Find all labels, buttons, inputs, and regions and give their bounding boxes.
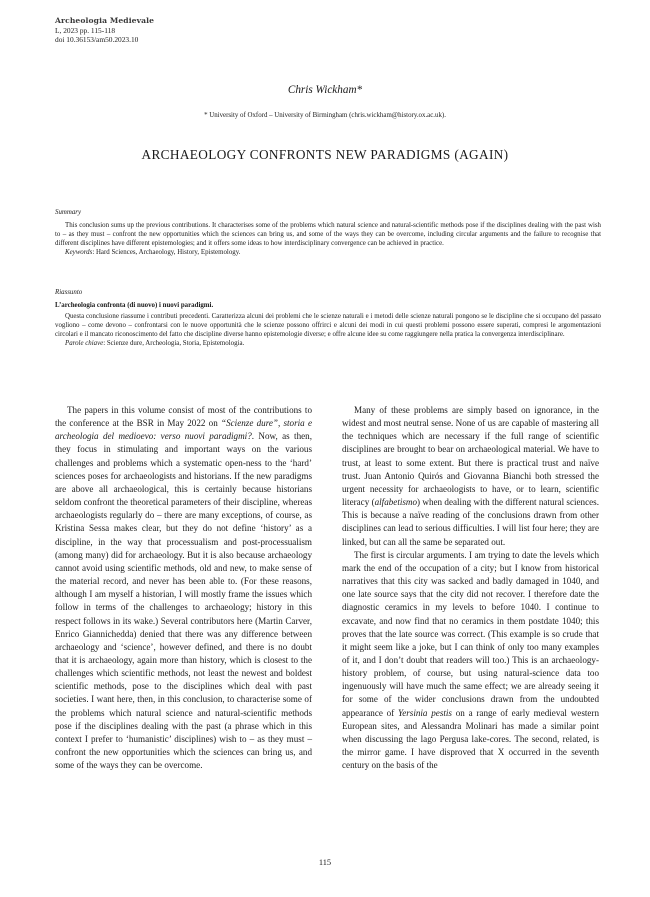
author-name: Chris Wickham* bbox=[287, 84, 363, 96]
page-number: 115 bbox=[318, 858, 332, 867]
riassunto-subtitle: L’archeologia confronta (di nuovo) i nuovi paradigmi. bbox=[55, 301, 214, 309]
italic-term: alfabetismo bbox=[374, 497, 418, 508]
body-paragraph bbox=[342, 404, 599, 549]
summary-keywords bbox=[55, 249, 601, 258]
journal-header bbox=[55, 16, 154, 45]
riassunto-keywords bbox=[55, 340, 601, 349]
summary-label: Summary bbox=[55, 209, 82, 216]
body-paragraph bbox=[55, 404, 312, 772]
body-column-left bbox=[55, 404, 312, 772]
body-paragraph bbox=[342, 549, 599, 773]
journal-name: Archeologia Medievale bbox=[55, 16, 155, 25]
text-run: ) when dealing with the different natural sciences. This is because a naïve reading of the conclusions drawn from other disciplines can lead to serious difficulties. I will list four here; they are linked, but can all the same be separated out. bbox=[342, 497, 599, 547]
summary-keywords-label: Keywords bbox=[65, 248, 93, 256]
riassunto-label: Riassunto bbox=[55, 289, 83, 296]
summary-text: This conclusion sums up the previous contributions. It characterises some of the problems which natural science and natural-scientific methods pose if the disciplines dealing with the past wish to – as they must – confront the new opportunities which the sciences can bring us, and some of the ways they can be overcome, including circular arguments and the failure to recognise that different disciplines have different epistemologies; and it offers some ideas to how interdisciplinary convergence can be achieved in practice. bbox=[55, 221, 601, 247]
conference-title: “Scienze dure”, storia e archeologia del medioevo: verso nuovi paradigmi? bbox=[55, 418, 312, 442]
journal-doi: doi 10.36153/am50.2023.10 bbox=[55, 35, 139, 44]
summary-section bbox=[55, 209, 601, 258]
body-column-right bbox=[342, 404, 599, 772]
text-run: The papers in this volume consist of most of the contributions to the conference at the BSR in May 2022 on bbox=[55, 405, 312, 429]
riassunto-text: Questa conclusione riassume i contributi precedenti. Caratterizza alcuni dei problemi che le scienze naturali e i metodi delle scienze naturali pongono se le discipline che si occupano del passato vogliono – come devono – confrontarsi con le nuove opportunità che le scienze possono offrirci e alcuni dei modi in cui questi problemi possono essere superati, compresi le argomentazioni circolari e il mancato riconoscimento del fatto che discipline diverse hanno epistemologie diverse; e offre alcune idee su come raggiungere nella pratica la convergenza interdisciplinare. bbox=[55, 312, 601, 338]
riassunto-section bbox=[55, 289, 601, 348]
riassunto-keywords-label: Parole chiave bbox=[65, 339, 104, 347]
author-affiliation: * University of Oxford – University of Birmingham (chris.wickham@history.ox.ac.uk). bbox=[204, 112, 446, 119]
paper-title: ARCHAEOLOGY CONFRONTS NEW PARADIGMS (AGAIN) bbox=[141, 147, 509, 162]
text-run: Many of these problems are simply based on ignorance, in the widest and most neutral sense. None of us are capable of mastering all the techniques which are necessary if the full range of scientific disciplines are brought to bear on archaeological material. We have to trust, at least to some extent. But there is practical trust and naïve trust. Juan Antonio Quirós and Giovanna Bianchi both stressed the urgent necessity for archaeologists to have, or to learn, scientific literacy ( bbox=[342, 405, 599, 508]
riassunto-keywords-list: : Scienze dure, Archeologia, Storia, Epistemologia. bbox=[103, 339, 245, 347]
summary-keywords-list: : Hard Sciences, Archaeology, History, Epistemology. bbox=[92, 248, 241, 256]
journal-volume-pages: L, 2023 pp. 115-118 bbox=[55, 25, 116, 35]
text-run: on a range of early medieval western European sites, and Alessandra Molinari has made a similar point when discussing the lago Pergusa lake-cores. The second, related, is the mirror game. I have disproved that X occurred in the seventh century on the basis of the bbox=[342, 707, 599, 771]
text-run: The first is circular arguments. I am trying to date the levels which mark the end of the occupation of a city; but I know from historical narratives that this city was sacked and badly damaged in 1040, and one late source says that the city did not recover. I therefore date the diagnostic ceramics in my levels to before 1040. I continue to excavate, and now find that no ceramics in them postdate 1040; this proves that the late source was correct. (This example is so crude that it might seem like a joke, but I can think of only too many examples of it, and I don’t doubt that readers will too.) This is an archaeology-history problem, of course, but using natural-science data too ingenuously will have much the same effect; we are already seeing it for some of the wider conclusions drawn from the undoubted appearance of bbox=[342, 549, 599, 718]
text-run: . Now, as then, they focus in stimulating and important ways on the various challenges and problems which a systematic open-ness to the ‘hard’ sciences poses for archaeologists and historians. If the new paradigms are above all archaeological, this is certainly because historians seldom confront the theoretical parameters of their discipline, whereas archaeologists regularly do – there are many exceptions, of course, as Kristina Sessa makes clear, but they do not define ‘history’ as a discipline, in the way that processualism and post-processualism (among many) did for archaeology. But it is also because archaeology cannot avoid using scientific methods, old and new, to make sense of the material record, and never has been able to. (For these reasons, although I am myself a historian, I will mostly frame the issues which follow in terms of the challenges to archaeology; history in this respect follows in its wake.) Several contributors here (Martin Carver, Enrico Giannichedda) denied that there was any difference between archaeology and ‘science’, however defined, and there is no doubt that it is archaeology, again more than history, which is closest to the challenges which scientific methods, not least the newest and boldest scientific methods, pose to the disciplines which deal with past societies. I want here, then, in this conclusion, to characterise some of the problems which natural science and natural-scientific methods pose if the disciplines dealing with the past (a phrase which in this context I prefer to ‘humanistic’ disciplines) wish to – as they must – confront the new opportunities which the sciences can bring us, and some of the ways they can be overcome. bbox=[55, 431, 312, 771]
italic-term: Yersinia pestis bbox=[398, 707, 452, 718]
